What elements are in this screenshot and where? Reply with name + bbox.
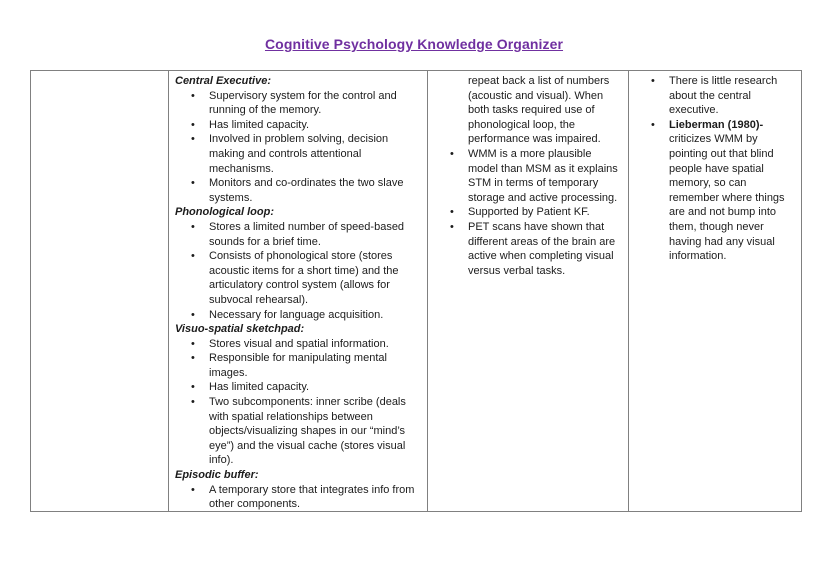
bullet-marker: • [191,177,195,190]
bullet-text: WMM is a more plausible model than MSM as it explains STM in terms of temporary storage and active processing. [468,147,618,204]
bullet-bold-prefix: Lieberman (1980)- [669,118,764,131]
bullet-text-body: There is little research about the central executive. [669,75,778,117]
bullet-item [175,308,422,323]
bullet-text: Involved in problem solving, decision making and controls attentional mechanisms. [209,133,389,175]
bullet-marker: • [191,483,195,496]
cell-evidence [428,71,629,511]
bullet-marker: • [191,89,195,102]
bullet-item [434,220,623,278]
bullet-item [175,89,422,118]
bullet-text: Stores a limited number of speed-based sounds for a brief time. [209,220,405,248]
bullet-marker: • [191,337,195,350]
cell-components [169,71,428,511]
bullet-marker: • [191,381,195,394]
bullet-marker: • [191,396,195,409]
bullet-item [434,147,623,205]
bullet-item [175,220,422,249]
bullet-text: Consists of phonological store (stores acoustic items for a short time) and the articulatory control system (allows for subvocal rehearsal). [209,250,399,306]
bullet-item [175,380,422,395]
page-title: Cognitive Psychology Knowledge Organizer [264,36,564,52]
bullet-text: Supported by Patient KF. [468,206,590,219]
bullet-item [635,74,796,118]
bullet-text [669,74,796,118]
bullet-marker: • [191,250,195,263]
bullet-marker: • [450,220,454,233]
bullet-text: Necessary for language acquisition. [209,308,384,321]
bullet-text: Supervisory system for the control and running of the memory. [209,89,397,117]
section-heading-central-executive: Central Executive: [175,75,271,87]
bullet-text: Monitors and co-ordinates the two slave systems. [209,177,404,204]
bullet-text: Two subcomponents: inner scribe (deals with spatial relationships between objects/visualizing shapes in our “mind’s eye”) and the visual cache (stores visual info). [209,396,406,467]
bullet-marker: • [651,75,655,87]
bullet-item [175,132,422,176]
bullet-text: Has limited capacity. [209,118,310,131]
bullet-item [175,249,422,307]
bullet-item [175,337,422,352]
bullet-item [175,176,422,205]
bullet-item [175,483,422,511]
bullet-text: PET scans have shown that different areas of the brain are active when completing visual versus verbal tasks. [468,220,616,277]
bullet-marker: • [191,220,195,233]
bullet-marker: • [191,133,195,146]
bullet-text: Has limited capacity. [209,381,310,394]
bullet-marker: • [450,206,454,219]
bullet-text [669,118,796,264]
bullet-item [175,395,422,468]
cell-criticisms [629,71,801,511]
section-heading-visuo-spatial-sketchpad: Visuo-spatial sketchpad: [175,323,305,336]
bullet-marker: • [450,147,454,160]
cell-blank [31,71,169,511]
section-heading-episodic-buffer: Episodic buffer: [175,469,259,482]
bullet-marker: • [191,308,195,321]
bullet-marker: • [651,118,655,131]
bullet-text-body: criticizes WMM by pointing out that blind people have spatial memory, so can remember where things are and not bump into them, though never having had any visual information. [669,133,785,263]
bullet-text: A temporary store that integrates info from other components. [209,483,415,511]
bullet-item [434,205,623,220]
bullet-marker: • [191,118,195,131]
knowledge-organizer-table [30,70,802,512]
bullet-text: Stores visual and spatial information. [209,337,389,350]
bullet-item [635,118,796,264]
continuation-text: repeat back a list of numbers (acoustic and visual). When both tasks required use of phonological loop, the performance was impaired. [468,75,610,146]
bullet-item [175,118,422,133]
bullet-marker: • [191,352,195,365]
bullet-text: Responsible for manipulating mental images. [209,352,387,379]
bullet-item [175,351,422,380]
section-heading-phonological-loop: Phonological loop: [175,206,274,219]
